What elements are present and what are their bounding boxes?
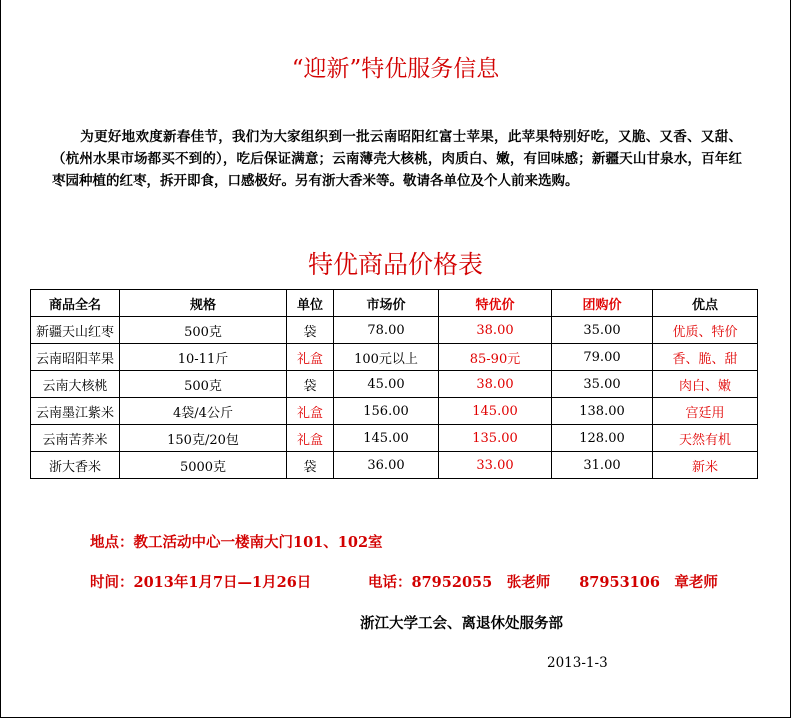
- cell-unit: 袋: [287, 452, 334, 479]
- cell-advantage: 香、脆、甜: [653, 344, 758, 371]
- organizer-text: 浙江大学工会、离退休处服务部: [360, 615, 563, 632]
- cell-special-price: 33.00: [439, 452, 552, 479]
- cell-market-price: 78.00: [334, 317, 439, 344]
- cell-market-price: 100元以上: [334, 344, 439, 371]
- intro-paragraph: [52, 126, 742, 192]
- header-group-price: 团购价: [552, 290, 653, 317]
- cell-name: 云南墨江紫米: [31, 398, 120, 425]
- cell-name: 云南大核桃: [31, 371, 120, 398]
- table-row: [31, 344, 758, 371]
- header-market-price: 市场价: [334, 290, 439, 317]
- cell-advantage: 肉白、嫩: [653, 371, 758, 398]
- table-title: 特优商品价格表: [307, 250, 483, 279]
- cell-special-price: 38.00: [439, 371, 552, 398]
- cell-spec: 150克/20包: [120, 425, 287, 452]
- cell-unit: 袋: [287, 371, 334, 398]
- cell-group-price: 31.00: [552, 452, 653, 479]
- cell-advantage: 宫廷用: [653, 398, 758, 425]
- header-special-price: 特优价: [439, 290, 552, 317]
- cell-market-price: 36.00: [334, 452, 439, 479]
- phone-text: 电话：87952055 张老师 87953106 章老师: [368, 574, 718, 591]
- cell-spec: 500克: [120, 371, 287, 398]
- cell-market-price: 145.00: [334, 425, 439, 452]
- cell-name: 云南苦荞米: [31, 425, 120, 452]
- cell-special-price: 135.00: [439, 425, 552, 452]
- location-text: 地点：教工活动中心一楼南大门101、102室: [90, 534, 383, 551]
- cell-spec: 5000克: [120, 452, 287, 479]
- header-spec: 规格: [120, 290, 287, 317]
- cell-special-price: 38.00: [439, 317, 552, 344]
- cell-market-price: 45.00: [334, 371, 439, 398]
- header-advantage: 优点: [653, 290, 758, 317]
- cell-group-price: 35.00: [552, 317, 653, 344]
- price-table: [30, 289, 758, 479]
- table-row: [31, 452, 758, 479]
- cell-special-price: 85-90元: [439, 344, 552, 371]
- cell-special-price: 145.00: [439, 398, 552, 425]
- table-row: [31, 371, 758, 398]
- time-text: 时间：2013年1月7日—1月26日: [90, 574, 312, 591]
- header-unit: 单位: [287, 290, 334, 317]
- cell-name: 新疆天山红枣: [31, 317, 120, 344]
- header-name: 商品全名: [31, 290, 120, 317]
- cell-unit: 袋: [287, 317, 334, 344]
- cell-unit: 礼盒: [287, 344, 334, 371]
- table-row: [31, 425, 758, 452]
- cell-unit: 礼盒: [287, 425, 334, 452]
- cell-group-price: 79.00: [552, 344, 653, 371]
- cell-advantage: 新米: [653, 452, 758, 479]
- cell-name: 浙大香米: [31, 452, 120, 479]
- cell-group-price: 138.00: [552, 398, 653, 425]
- cell-group-price: 35.00: [552, 371, 653, 398]
- intro-text: 为更好地欢度新春佳节，我们为大家组织到一批云南昭阳红富士苹果，此苹果特别好吃，又脆、又香、又甜、（杭州水果市场都买不到的），吃后保证满意；云南薄壳大核桃，肉质白、嫩，有回味感；新疆天山甘泉水，百年红枣园种植的红枣，拆开即食，口感极好。另有浙大香米等。敬请各单位及个人前来选购。: [52, 129, 742, 189]
- cell-market-price: 156.00: [334, 398, 439, 425]
- cell-name: 云南昭阳苹果: [31, 344, 120, 371]
- table-row: [31, 317, 758, 344]
- table-header-row: [31, 290, 758, 317]
- cell-advantage: 优质、特价: [653, 317, 758, 344]
- cell-spec: 500克: [120, 317, 287, 344]
- cell-unit: 礼盒: [287, 398, 334, 425]
- cell-advantage: 天然有机: [653, 425, 758, 452]
- cell-spec: 10-11斤: [120, 344, 287, 371]
- cell-spec: 4袋/4公斤: [120, 398, 287, 425]
- cell-group-price: 128.00: [552, 425, 653, 452]
- page-title: “迎新”特优服务信息: [291, 56, 500, 82]
- date-text: 2013-1-3: [547, 655, 608, 671]
- table-row: [31, 398, 758, 425]
